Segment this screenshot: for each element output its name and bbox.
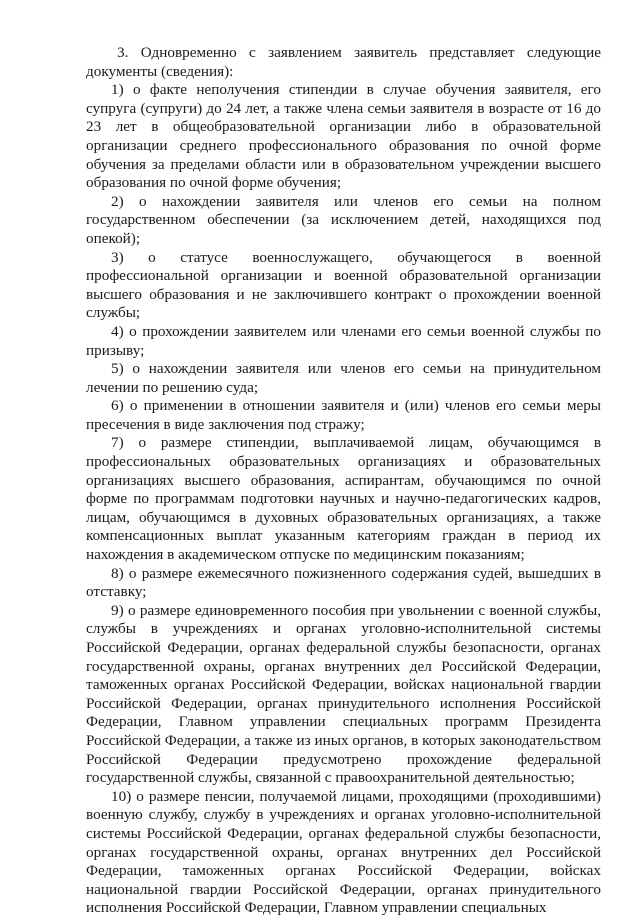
list-item-10: 10) о размере пенсии, получаемой лицами, проходящими (проходившими) военную службу, службу в учреждениях и органах уголовно-исполнительной системы Российской Федерации, органах федеральной службы безопасности, органах государственной охраны, органах внутренних дел Российской Федерации, таможенных органах Российской Федерации, войсках национальной гвардии Российской Федерации, органах принудительного исполнения Российской Федерации, Главном управлении специальных bbox=[86, 787, 601, 917]
list-item-1: 1) о факте неполучения стипендии в случае обучения заявителя, его супруга (супруги) до 24 лет, а также члена семьи заявителя в возрасте от 16 до 23 лет в общеобразовательной организации либо в образовательной организации среднего профессионального образования по очной форме обучения за пределами области или в образовательном учреждении высшего образования по очной форме обучения; bbox=[86, 81, 601, 192]
list-item-5: 5) о нахождении заявителя или членов его семьи на принудительном лечении по решению суда; bbox=[86, 360, 601, 396]
list-item-6: 6) о применении в отношении заявителя и (или) членов его семьи меры пресечения в виде заключения под стражу; bbox=[86, 397, 601, 433]
list-item-7: 7) о размере стипендии, выплачиваемой лицам, обучающимся в профессиональных образовательных организациях и образовательных организациях высшего образования, аспирантам, обучающимся по очной форме по программам подготовки научных и научно-педагогических кадров, лицам, обучающимся в духовных образовательных организациях, а также компенсационных выплат указанным категориям граждан в период их нахождения в академическом отпуске по медицинским показаниям; bbox=[86, 434, 601, 564]
list-item-2: 2) о нахождении заявителя или членов его семьи на полном государственном обеспечении (за исключением детей, находящихся под опекой); bbox=[86, 192, 601, 247]
paragraph-intro: 3. Одновременно с заявлением заявитель представляет следующие документы (сведения): bbox=[86, 44, 601, 80]
list-item-9: 9) о размере единовременного пособия при увольнении с военной службы, службы в учреждениях и органах уголовно-исполнительной системы Российской Федерации, органах федеральной службы безопасности, органах государственной охраны, органах внутренних дел Российской Федерации, таможенных органах Российской Федерации, войсках национальной гвардии Российской Федерации, органах принудительного исполнения Российской Федерации, Главном управлении специальных программ Президента Российской Федерации, а также из иных органов, в которых законодательством Российской Федерации предусмотрено прохождение федеральной государственной службы, связанной с правоохранительной деятельностью; bbox=[86, 601, 601, 787]
list-item-8: 8) о размере ежемесячного пожизненного содержания судей, вышедших в отставку; bbox=[86, 564, 601, 601]
document-body bbox=[86, 44, 601, 918]
list-item-3: 3) о статусе военнослужащего, обучающегося в военной профессиональной организации и военной образовательной организации высшего образования и не заключившего контракт о прохождении военной службы; bbox=[86, 248, 601, 322]
list-item-4: 4) о прохождении заявителем или членами его семьи военной службы по призыву; bbox=[86, 322, 601, 359]
